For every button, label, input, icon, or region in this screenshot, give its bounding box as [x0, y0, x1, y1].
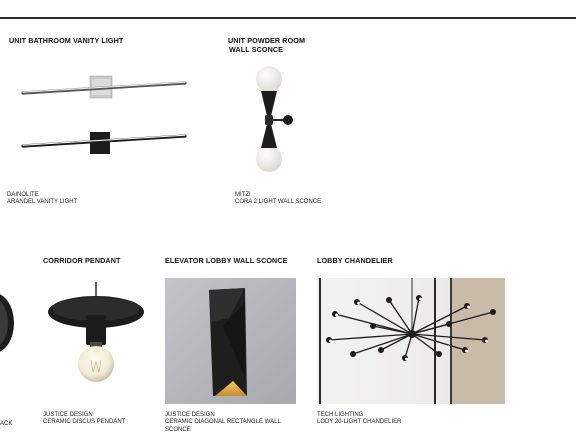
elevator-brand: JUSTICE DESIGN [165, 412, 215, 418]
vanity-brand: DAINOLITE [7, 192, 39, 198]
lobby-caption [317, 412, 401, 427]
elevator-sconce-image [165, 278, 296, 404]
lobby-heading: LOBBY CHANDELIER [317, 256, 393, 265]
partial-caption: ACK [0, 421, 13, 427]
elevator-caption [165, 412, 281, 434]
vanity-light-image [20, 70, 190, 160]
elevator-heading: ELEVATOR LOBBY WALL SCONCE [165, 256, 288, 265]
corridor-pendant-image [46, 282, 146, 392]
elevator-product-line2: SCONCE [165, 426, 191, 433]
vanity-heading: UNIT BATHROOM VANITY LIGHT [9, 36, 124, 45]
corridor-product: CERAMIC DISCUS PENDANT [43, 419, 126, 426]
lobby-brand: TECH LIGHTING [317, 412, 364, 418]
lobby-product: LODY 20-LIGHT CHANDELIER [317, 419, 402, 426]
corridor-caption [43, 412, 125, 427]
elevator-sconce-photo [165, 278, 296, 404]
powder-sconce-image [248, 64, 298, 174]
corridor-heading: CORRIDOR PENDANT [43, 256, 121, 265]
lobby-chandelier-photo [317, 278, 505, 404]
lobby-chandelier-image [317, 278, 505, 404]
vanity-caption [7, 192, 77, 207]
powder-heading [228, 36, 305, 54]
powder-product: CORA 2 LIGHT WALL SCONCE [235, 199, 322, 206]
powder-brand: MITZI [235, 192, 251, 198]
top-divider-rule [0, 17, 576, 19]
vanity-product: ARANDEL VANITY LIGHT [7, 199, 78, 206]
powder-caption [235, 192, 321, 207]
powder-heading-line2: WALL SCONCE [229, 45, 284, 54]
elevator-product-line1: CERAMIC DIAGONAL RECTANGLE WALL [165, 419, 281, 426]
corridor-brand: JUSTICE DESIGN [43, 412, 93, 418]
powder-heading-line1: UNIT POWDER ROOM [228, 36, 306, 45]
partial-pendant-image [0, 290, 16, 360]
